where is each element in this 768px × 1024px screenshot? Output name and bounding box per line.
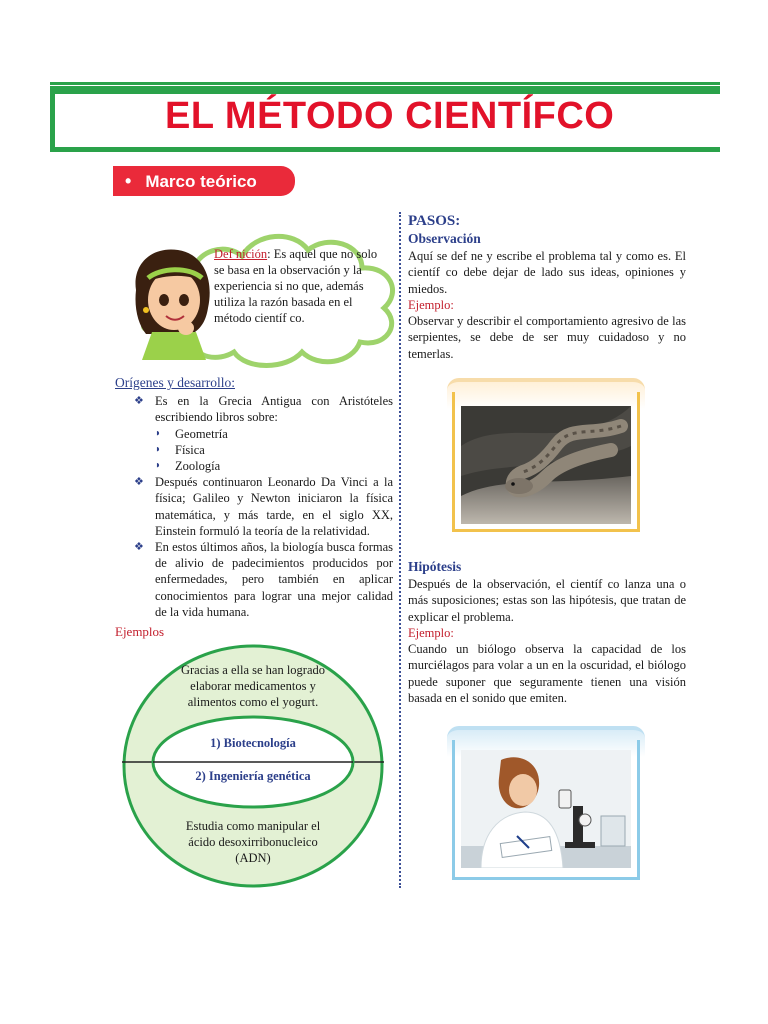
sub-item-text: Física — [175, 442, 205, 457]
hypothesis-example-text: Cuando un biólogo observa la capacidad de los murciélagos para volar a un en la oscuridad, el biólogo puede suponer que seguramente tienen una visión basada en el sonido que emiten. — [408, 642, 686, 706]
definition-label: Def nición — [214, 247, 268, 261]
observation-title: Observación — [408, 231, 481, 246]
tab-label: Marco teórico — [145, 172, 257, 191]
lab-photo-frame — [447, 726, 645, 880]
origins-section — [115, 375, 393, 640]
sub-list-item — [155, 426, 393, 442]
origins-heading: Orígenes y desarrollo: — [115, 375, 235, 390]
venn-top-text: Gracias a ella se han logrado elaborar medicamentos y alimentos como el yogurt. — [180, 663, 326, 709]
diamond-bullet-icon: ❖ — [134, 395, 144, 408]
venn-label-biotecnologia: 1) Biotecnología — [210, 736, 296, 750]
girl-icon — [135, 249, 209, 360]
list-item-text: En estos últimos años, la biología busca formas de alivio de padecimientos producidos por enfermedades, pero también en aplicar conocimientos para lograr una mejor calidad de la vida humana. — [155, 540, 393, 619]
origins-list — [115, 393, 393, 620]
hypothesis-section — [408, 558, 686, 706]
scientist-photo — [461, 750, 631, 868]
list-item — [115, 393, 393, 474]
list-item-text: Es en la Grecia Antigua con Aristóteles escribiendo libros sobre: — [155, 394, 393, 425]
half-circle-bullet-icon: ◗ — [155, 460, 162, 472]
half-circle-bullet-icon: ◗ — [155, 427, 162, 439]
list-item-text: Después continuaron Leonardo Da Vinci a la física; Galileo y Newton iniciaron la física matemática, y más tarde, en el siglo XX, Einstein formuló la teoría de la relatividad. — [155, 475, 393, 538]
hypothesis-title: Hipótesis — [408, 559, 462, 574]
definition-text — [214, 246, 384, 326]
steps-section — [408, 212, 686, 362]
list-item — [115, 539, 393, 620]
observation-example-label: Ejemplo: — [408, 297, 454, 312]
diamond-bullet-icon: ❖ — [134, 476, 144, 489]
sub-list-item — [155, 458, 393, 474]
examples-label: Ejemplos — [115, 624, 165, 640]
title-frame — [50, 86, 720, 152]
steps-heading: PASOS: — [408, 213, 461, 229]
snake-photo — [461, 406, 631, 524]
observation-text: Aquí se def ne y escribe el problema tal y como es. El científ co debe dejar de lado sus ideas, opiniones y miedos. — [408, 249, 686, 296]
definition-body: : Es aquel que no solo se basa en la observación y la experiencia si no que, además utiliza la razón basada en el método científ co. — [214, 247, 378, 325]
sub-list-item — [155, 442, 393, 458]
diamond-bullet-icon: ❖ — [134, 541, 144, 554]
venn-bottom-text: Estudia como manipular el ácido desoxirribonucleico (ADN) — [185, 819, 321, 865]
half-circle-bullet-icon: ◗ — [155, 443, 162, 455]
sub-item-text: Zoología — [175, 459, 221, 474]
section-tab-marco-teorico — [113, 166, 295, 196]
page-title: EL MÉTODO CIENTÍFCO — [165, 95, 615, 137]
sub-item-text: Geometría — [175, 426, 228, 441]
hypothesis-example-label: Ejemplo: — [408, 625, 454, 640]
venn-label-ingenieria-genetica: 2) Ingeniería genética — [195, 769, 311, 783]
list-item — [115, 474, 393, 539]
tab-bullet: • — [125, 171, 132, 191]
observation-example-text: Observar y describir el comportamiento agresivo de las serpientes, se debe de ser muy cuidadoso y no temerlas. — [408, 314, 686, 361]
hypothesis-text: Después de la observación, el científ co lanza una o más suposiciones; estas son las hipótesis, que tratan de explicar el problema. — [408, 577, 686, 624]
biology-applications-diagram — [118, 642, 388, 890]
snake-photo-frame — [447, 378, 645, 532]
sub-list — [155, 426, 393, 475]
